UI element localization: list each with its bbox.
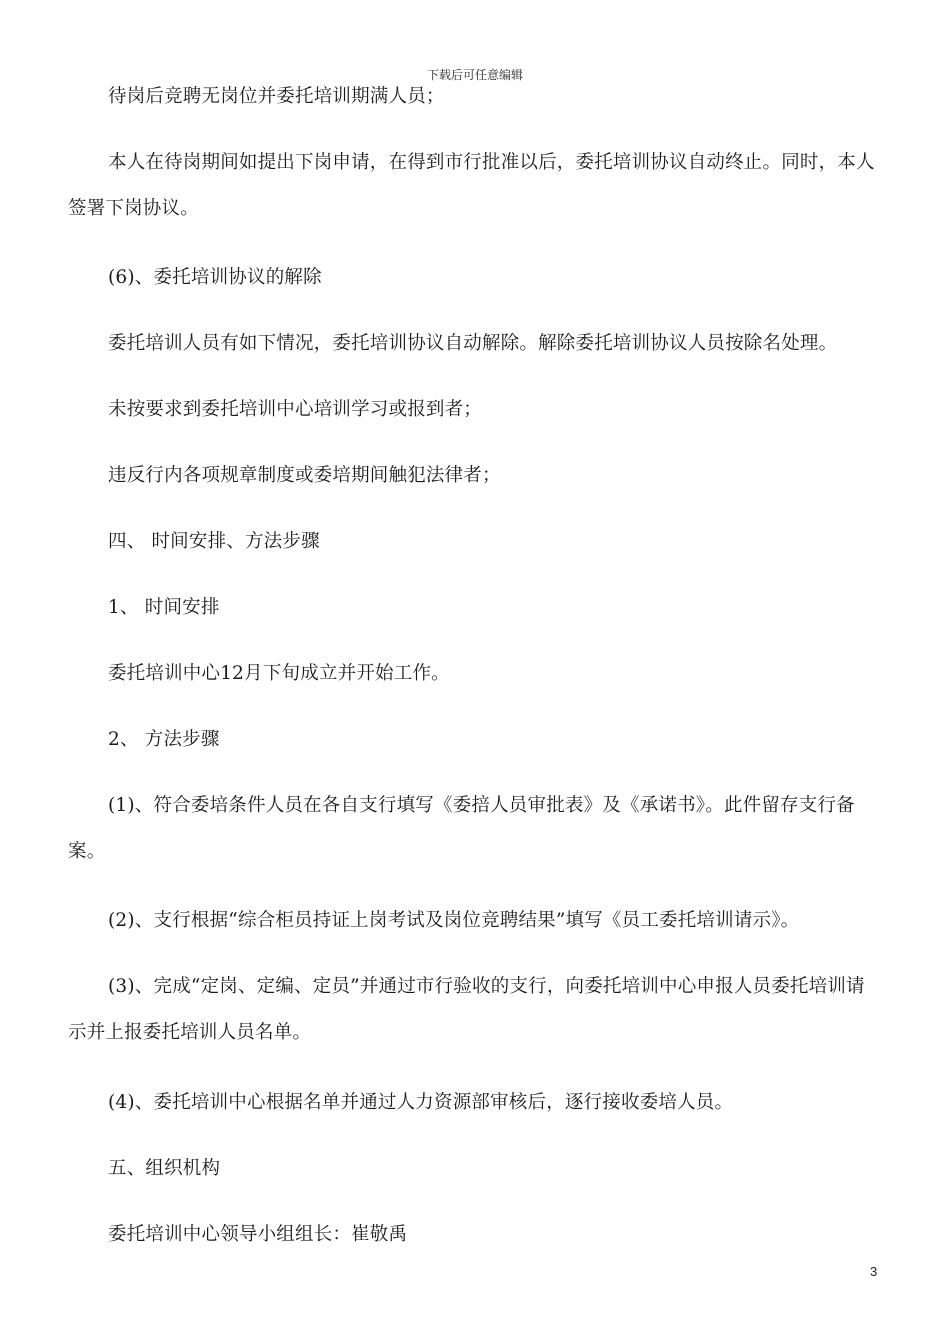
paragraph-text: 四、 时间安排、方法步骤 bbox=[108, 531, 320, 552]
page-number: 3 bbox=[870, 1264, 878, 1279]
paragraph-text: 委托培训中心12月下旬成立并开始工作。 bbox=[108, 663, 450, 684]
paragraph bbox=[68, 1080, 882, 1126]
paragraph-text: 1、 时间安排 bbox=[108, 597, 220, 618]
paragraph bbox=[68, 651, 882, 697]
subsection-heading bbox=[68, 585, 882, 631]
section-heading bbox=[68, 1146, 882, 1192]
paragraph-text: (2)、支行根据“综合柜员持证上岗考试及岗位竞聘结果”填写《员工委托培训请示》。 bbox=[108, 910, 800, 931]
paragraph-text: (6)、委托培训协议的解除 bbox=[108, 267, 322, 288]
paragraph-text: 2、 方法步骤 bbox=[108, 729, 220, 750]
paragraph-text: (1)、符合委培条件人员在各自支行填写《委掊人员审批表》及《承诺书》。此件留存支行备案。 bbox=[68, 795, 855, 862]
paragraph bbox=[68, 255, 882, 301]
paragraph-text: 违反行内各项规章制度或委培期间触犯法律者； bbox=[108, 465, 501, 486]
paragraph bbox=[68, 964, 882, 1056]
paragraph-text: 待岗后竞聘无岗位并委托培训期满人员； bbox=[108, 86, 445, 107]
paragraph bbox=[68, 898, 882, 944]
paragraph bbox=[68, 74, 882, 120]
paragraph bbox=[68, 783, 882, 875]
header-note: 下载后可任意编辑 bbox=[426, 68, 523, 82]
paragraph-text: 本人在待岗期间如提出下岗申请，在得到市行批准以后，委托培训协议自动终止。同时，本人签署下岗协议。 bbox=[68, 152, 875, 219]
paragraph-text: 委托培训中心领导小组组长：崔敬禹 bbox=[108, 1224, 408, 1245]
paragraph-text: 委托培训人员有如下情况，委托培训协议自动解除。解除委托培训协议人员按除名处理。 bbox=[108, 333, 838, 354]
section-heading bbox=[68, 519, 882, 565]
paragraph bbox=[68, 140, 882, 232]
paragraph-text: 五、组织机构 bbox=[108, 1158, 221, 1179]
paragraph-text: (3)、完成“定岗、定编、定员”并通过市行验收的支行，向委托培训中心申报人员委托培训请示并上报委托培训人员名单。 bbox=[68, 976, 865, 1043]
paragraph-text: 未按要求到委托培训中心培训学习或报到者； bbox=[108, 399, 483, 420]
paragraph bbox=[68, 321, 882, 367]
paragraph bbox=[68, 387, 882, 433]
paragraph bbox=[68, 1212, 882, 1258]
paragraph-text: (4)、委托培训中心根据名单并通过人力资源部审核后，逐行接收委培人员。 bbox=[108, 1092, 734, 1113]
paragraph bbox=[68, 453, 882, 499]
subsection-heading bbox=[68, 717, 882, 763]
